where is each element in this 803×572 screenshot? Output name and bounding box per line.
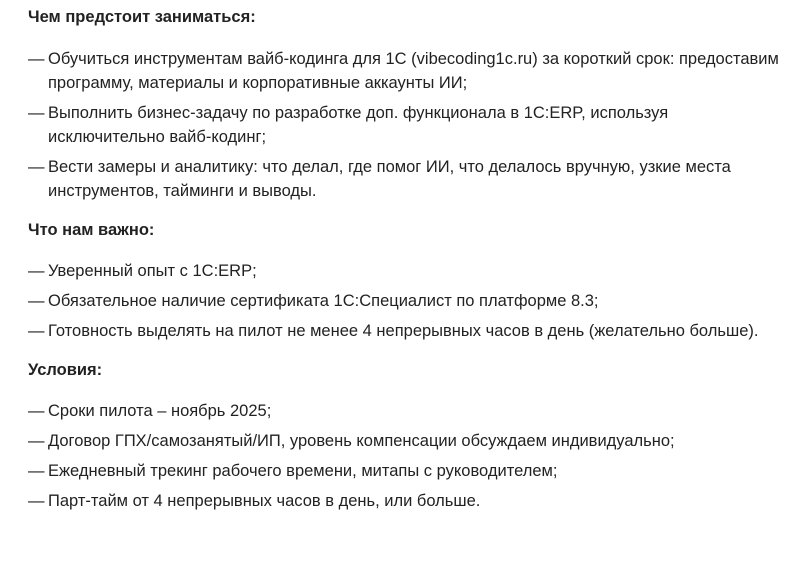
- bullet-list: [28, 47, 803, 203]
- list-item: [28, 319, 788, 343]
- dash-bullet: —: [28, 104, 45, 122]
- dash-bullet: —: [28, 322, 45, 340]
- list-item: [28, 399, 788, 423]
- list-item-text: Сроки пилота – ноябрь 2025;: [48, 402, 272, 420]
- list-item: [28, 489, 788, 513]
- list-item: [28, 259, 788, 283]
- dash-bullet: —: [28, 50, 45, 68]
- list-item: [28, 429, 788, 453]
- dash-bullet: —: [28, 262, 45, 280]
- dash-bullet: —: [28, 292, 45, 310]
- dash-bullet: —: [28, 492, 45, 510]
- list-item-text: Обязательное наличие сертификата 1С:Специалист по платформе 8.3;: [48, 292, 599, 310]
- dash-bullet: —: [28, 402, 45, 420]
- list-item-text: Готовность выделять на пилот не менее 4 непрерывных часов в день (желательно больше).: [48, 322, 759, 340]
- list-item-text: Вести замеры и аналитику: что делал, где помог ИИ, что делалось вручную, узкие места инструментов, тайминги и выводы.: [48, 158, 731, 200]
- section-heading: Чем предстоит заниматься:: [28, 8, 256, 26]
- bullet-list: [28, 259, 803, 343]
- section-heading: Условия:: [28, 361, 103, 379]
- dash-bullet: —: [28, 158, 45, 176]
- dash-bullet: —: [28, 462, 45, 480]
- section-heading: Что нам важно:: [28, 221, 155, 239]
- bullet-list: [28, 399, 803, 513]
- list-item-text: Уверенный опыт с 1С:ERP;: [48, 262, 257, 280]
- section-conditions: [28, 358, 803, 513]
- section-requirements: [28, 218, 803, 343]
- list-item: [28, 459, 788, 483]
- list-item-text: Обучиться инструментам вайб-кодинга для 1С (vibecoding1c.ru) за короткий срок: предоставим программу, материалы и корпоративные аккаунты ИИ;: [48, 50, 779, 92]
- list-item: [28, 289, 788, 313]
- list-item-text: Ежедневный трекинг рабочего времени, митапы с руководителем;: [48, 462, 558, 480]
- list-item-text: Парт-тайм от 4 непрерывных часов в день, или больше.: [48, 492, 481, 510]
- list-item: [28, 47, 788, 95]
- section-responsibilities: [28, 5, 803, 203]
- list-item-text: Договор ГПХ/самозанятый/ИП, уровень компенсации обсуждаем индивидуально;: [48, 432, 675, 450]
- list-item: [28, 101, 788, 149]
- list-item: [28, 155, 788, 203]
- dash-bullet: —: [28, 432, 45, 450]
- list-item-text: Выполнить бизнес-задачу по разработке доп. функционала в 1С:ERP, используя исключительно вайб-кодинг;: [48, 104, 669, 146]
